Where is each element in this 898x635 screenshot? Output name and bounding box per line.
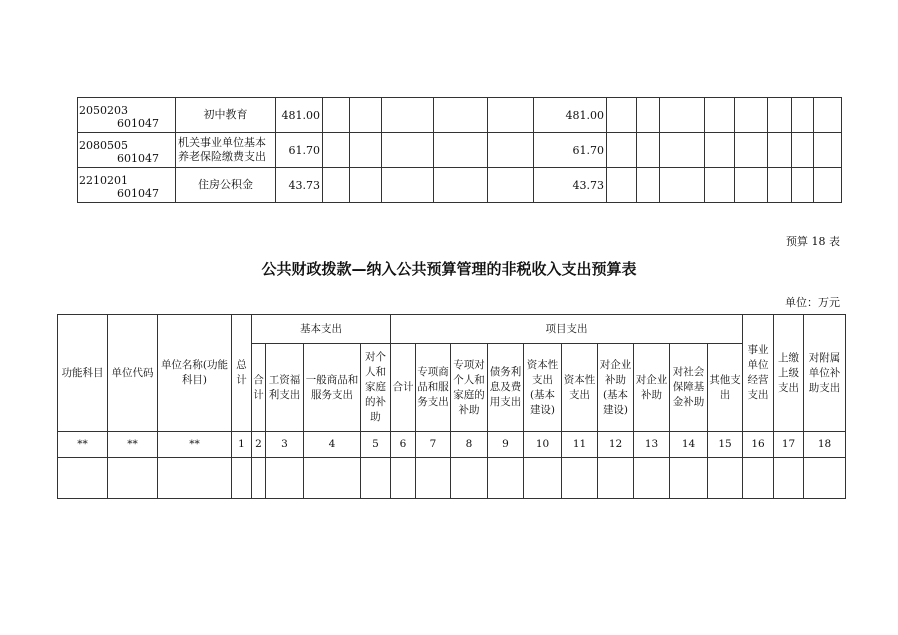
code-cell <box>78 168 176 203</box>
header-basic-sub: 合计 <box>252 344 266 432</box>
page-title: 公共财政拨款—纳入公共预算管理的非税收入支出预算表 <box>261 260 637 278</box>
unit-label: 单位：万元 <box>785 296 840 309</box>
project-total-value: 481.00 <box>534 98 607 133</box>
total-value: 61.70 <box>276 133 323 168</box>
header-function-subject: 功能科目 <box>58 315 108 432</box>
header-project-sub: 债务利息及费用支出 <box>488 344 524 432</box>
index-cell: 3 <box>266 432 304 458</box>
header-project-sub: 资本性支出 <box>562 344 598 432</box>
data-cell <box>108 458 158 499</box>
data-cell <box>232 458 252 499</box>
data-cell <box>361 458 391 499</box>
data-cell <box>524 458 562 499</box>
data-cell <box>416 458 451 499</box>
header-project-sub: 专项商品和服务支出 <box>416 344 451 432</box>
header-total: 总计 <box>232 315 252 432</box>
unit-name: 住房公积金 <box>176 168 276 203</box>
index-cell: 2 <box>252 432 266 458</box>
index-cell: 17 <box>774 432 804 458</box>
index-cell: 8 <box>451 432 488 458</box>
index-cell: 6 <box>391 432 416 458</box>
header-project-sub: 对企业补助(基本建设) <box>598 344 634 432</box>
index-cell: 4 <box>304 432 361 458</box>
header-basic-sub: 一般商品和服务支出 <box>304 344 361 432</box>
index-cell: 10 <box>524 432 562 458</box>
header-superior: 上缴上级支出 <box>774 315 804 432</box>
empty-row <box>58 458 846 499</box>
continuation-table <box>77 97 842 203</box>
unit-name: 初中教育 <box>176 98 276 133</box>
data-cell <box>708 458 743 499</box>
header-project-sub: 专项对个人和家庭的补助 <box>451 344 488 432</box>
header-project-sub: 对社会保障基金补助 <box>670 344 708 432</box>
header-project-sub: 对企业补助 <box>634 344 670 432</box>
function-code: 2080505 <box>79 139 128 152</box>
index-cell: 14 <box>670 432 708 458</box>
index-cell: 5 <box>361 432 391 458</box>
project-total-value: 61.70 <box>534 133 607 168</box>
data-cell <box>304 458 361 499</box>
data-cell <box>451 458 488 499</box>
index-cell: 13 <box>634 432 670 458</box>
header-basic-sub: 工资福利支出 <box>266 344 304 432</box>
index-cell: ** <box>158 432 232 458</box>
header-project-sub: 合计 <box>391 344 416 432</box>
unit-code: 601047 <box>117 152 159 165</box>
code-cell <box>78 133 176 168</box>
header-affiliated: 对附属单位补助支出 <box>804 315 846 432</box>
index-cell: 15 <box>708 432 743 458</box>
data-cell <box>58 458 108 499</box>
header-project-sub: 其他支出 <box>708 344 743 432</box>
table-row <box>78 98 842 133</box>
total-value: 43.73 <box>276 168 323 203</box>
function-code: 2050203 <box>79 104 128 117</box>
code-cell <box>78 98 176 133</box>
index-cell: 16 <box>743 432 774 458</box>
index-cell: 7 <box>416 432 451 458</box>
data-cell <box>488 458 524 499</box>
unit-code: 601047 <box>117 187 159 200</box>
data-cell <box>804 458 846 499</box>
project-total-value: 43.73 <box>534 168 607 203</box>
data-cell <box>743 458 774 499</box>
index-row <box>58 432 846 458</box>
form-number: 预算 18 表 <box>786 235 840 248</box>
index-cell: 11 <box>562 432 598 458</box>
header-unit-name: 单位名称(功能科目) <box>158 315 232 432</box>
data-cell <box>266 458 304 499</box>
index-cell: 18 <box>804 432 846 458</box>
data-cell <box>774 458 804 499</box>
budget-table <box>57 314 846 499</box>
function-code: 2210201 <box>79 174 128 187</box>
data-cell <box>391 458 416 499</box>
index-cell: 12 <box>598 432 634 458</box>
table-row <box>78 168 842 203</box>
data-cell <box>562 458 598 499</box>
unit-name: 机关事业单位基本养老保险缴费支出 <box>176 133 276 168</box>
total-value: 481.00 <box>276 98 323 133</box>
header-basic-sub: 对个人和家庭的补助 <box>361 344 391 432</box>
index-cell: 1 <box>232 432 252 458</box>
unit-code: 601047 <box>117 117 159 130</box>
index-cell: ** <box>58 432 108 458</box>
header-unit-code: 单位代码 <box>108 315 158 432</box>
header-basic: 基本支出 <box>252 315 391 344</box>
data-cell <box>158 458 232 499</box>
index-cell: 9 <box>488 432 524 458</box>
index-cell: ** <box>108 432 158 458</box>
header-project: 项目支出 <box>391 315 743 344</box>
header-project-sub: 资本性支出(基本建设) <box>524 344 562 432</box>
data-cell <box>252 458 266 499</box>
header-business: 事业单位经营支出 <box>743 315 774 432</box>
data-cell <box>598 458 634 499</box>
table-row <box>78 133 842 168</box>
data-cell <box>670 458 708 499</box>
data-cell <box>634 458 670 499</box>
header-row-1 <box>58 315 846 344</box>
